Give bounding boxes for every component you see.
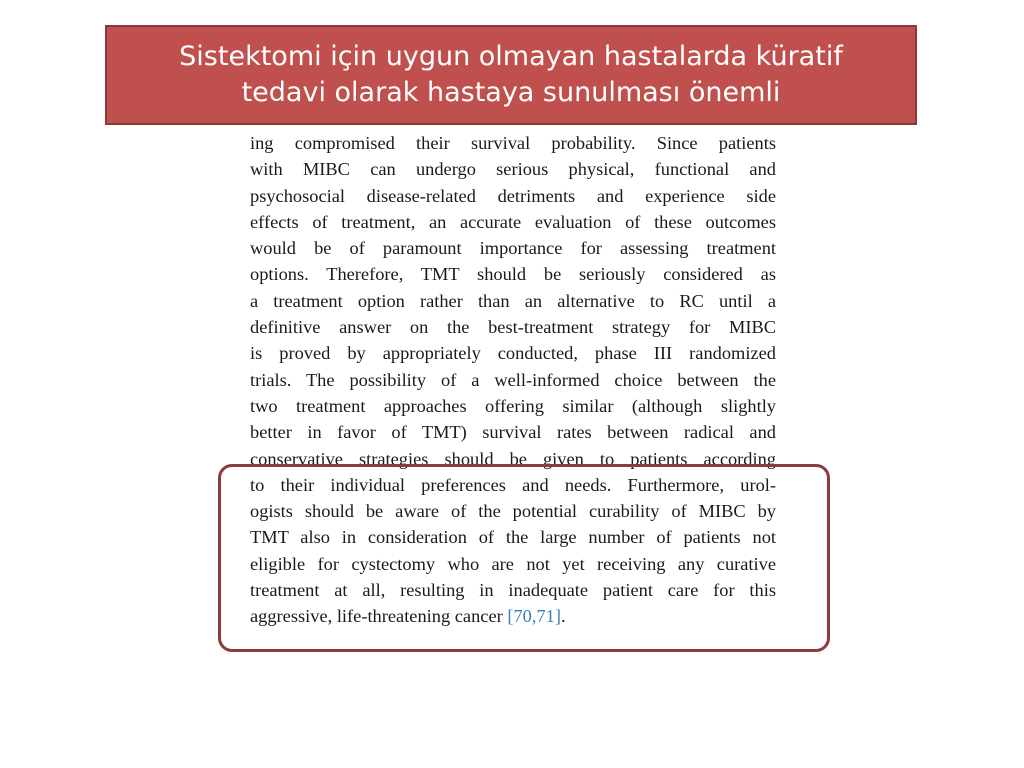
excerpt-line: options. Therefore, TMT should be seriously considered as xyxy=(250,264,776,285)
excerpt-line: conservative strategies should be given to patients according xyxy=(250,448,776,469)
excerpt-line: a treatment option rather than an alternative to RC until a xyxy=(250,290,776,311)
excerpt-line: to their individual preferences and needs. Furthermore, urol- xyxy=(250,474,776,495)
excerpt-last-line-text: aggressive, life-threatening cancer xyxy=(250,606,508,627)
article-excerpt xyxy=(250,130,776,630)
excerpt-line: eligible for cystectomy who are not yet receiving any curative xyxy=(250,553,776,574)
excerpt-line: with MIBC can undergo serious physical, functional and xyxy=(250,159,776,180)
excerpt-line: two treatment approaches offering similar (although slightly xyxy=(250,395,776,416)
slide-title-line-2: tedavi olarak hastaya sunulması önemli xyxy=(241,77,781,108)
slide-title-line-1: Sistektomi için uygun olmayan hastalarda küratif xyxy=(179,41,843,72)
excerpt-last-line-end: . xyxy=(560,606,566,627)
excerpt-line: would be of paramount importance for assessing treatment xyxy=(250,238,776,259)
excerpt-line: treatment at all, resulting in inadequate patient care for this xyxy=(250,580,776,601)
excerpt-line: is proved by appropriately conducted, phase III randomized xyxy=(250,343,776,364)
slide-title-box xyxy=(105,25,917,125)
excerpt-line: effects of treatment, an accurate evaluation of these outcomes xyxy=(250,211,776,232)
excerpt-line: TMT also in consideration of the large number of patients not xyxy=(250,527,776,548)
excerpt-line: trials. The possibility of a well-informed choice between the xyxy=(250,369,776,390)
excerpt-line: psychosocial disease-related detriments and experience side xyxy=(250,185,776,206)
excerpt-line: ogists should be aware of the potential curability of MIBC by xyxy=(250,501,776,522)
excerpt-line: ing compromised their survival probability. Since patients xyxy=(250,133,776,153)
citation-reference: [70,71] xyxy=(507,606,561,627)
excerpt-line: better in favor of TMT) survival rates between radical and xyxy=(250,422,776,443)
excerpt-line: definitive answer on the best-treatment strategy for MIBC xyxy=(250,317,776,338)
excerpt-last-line xyxy=(250,603,776,629)
